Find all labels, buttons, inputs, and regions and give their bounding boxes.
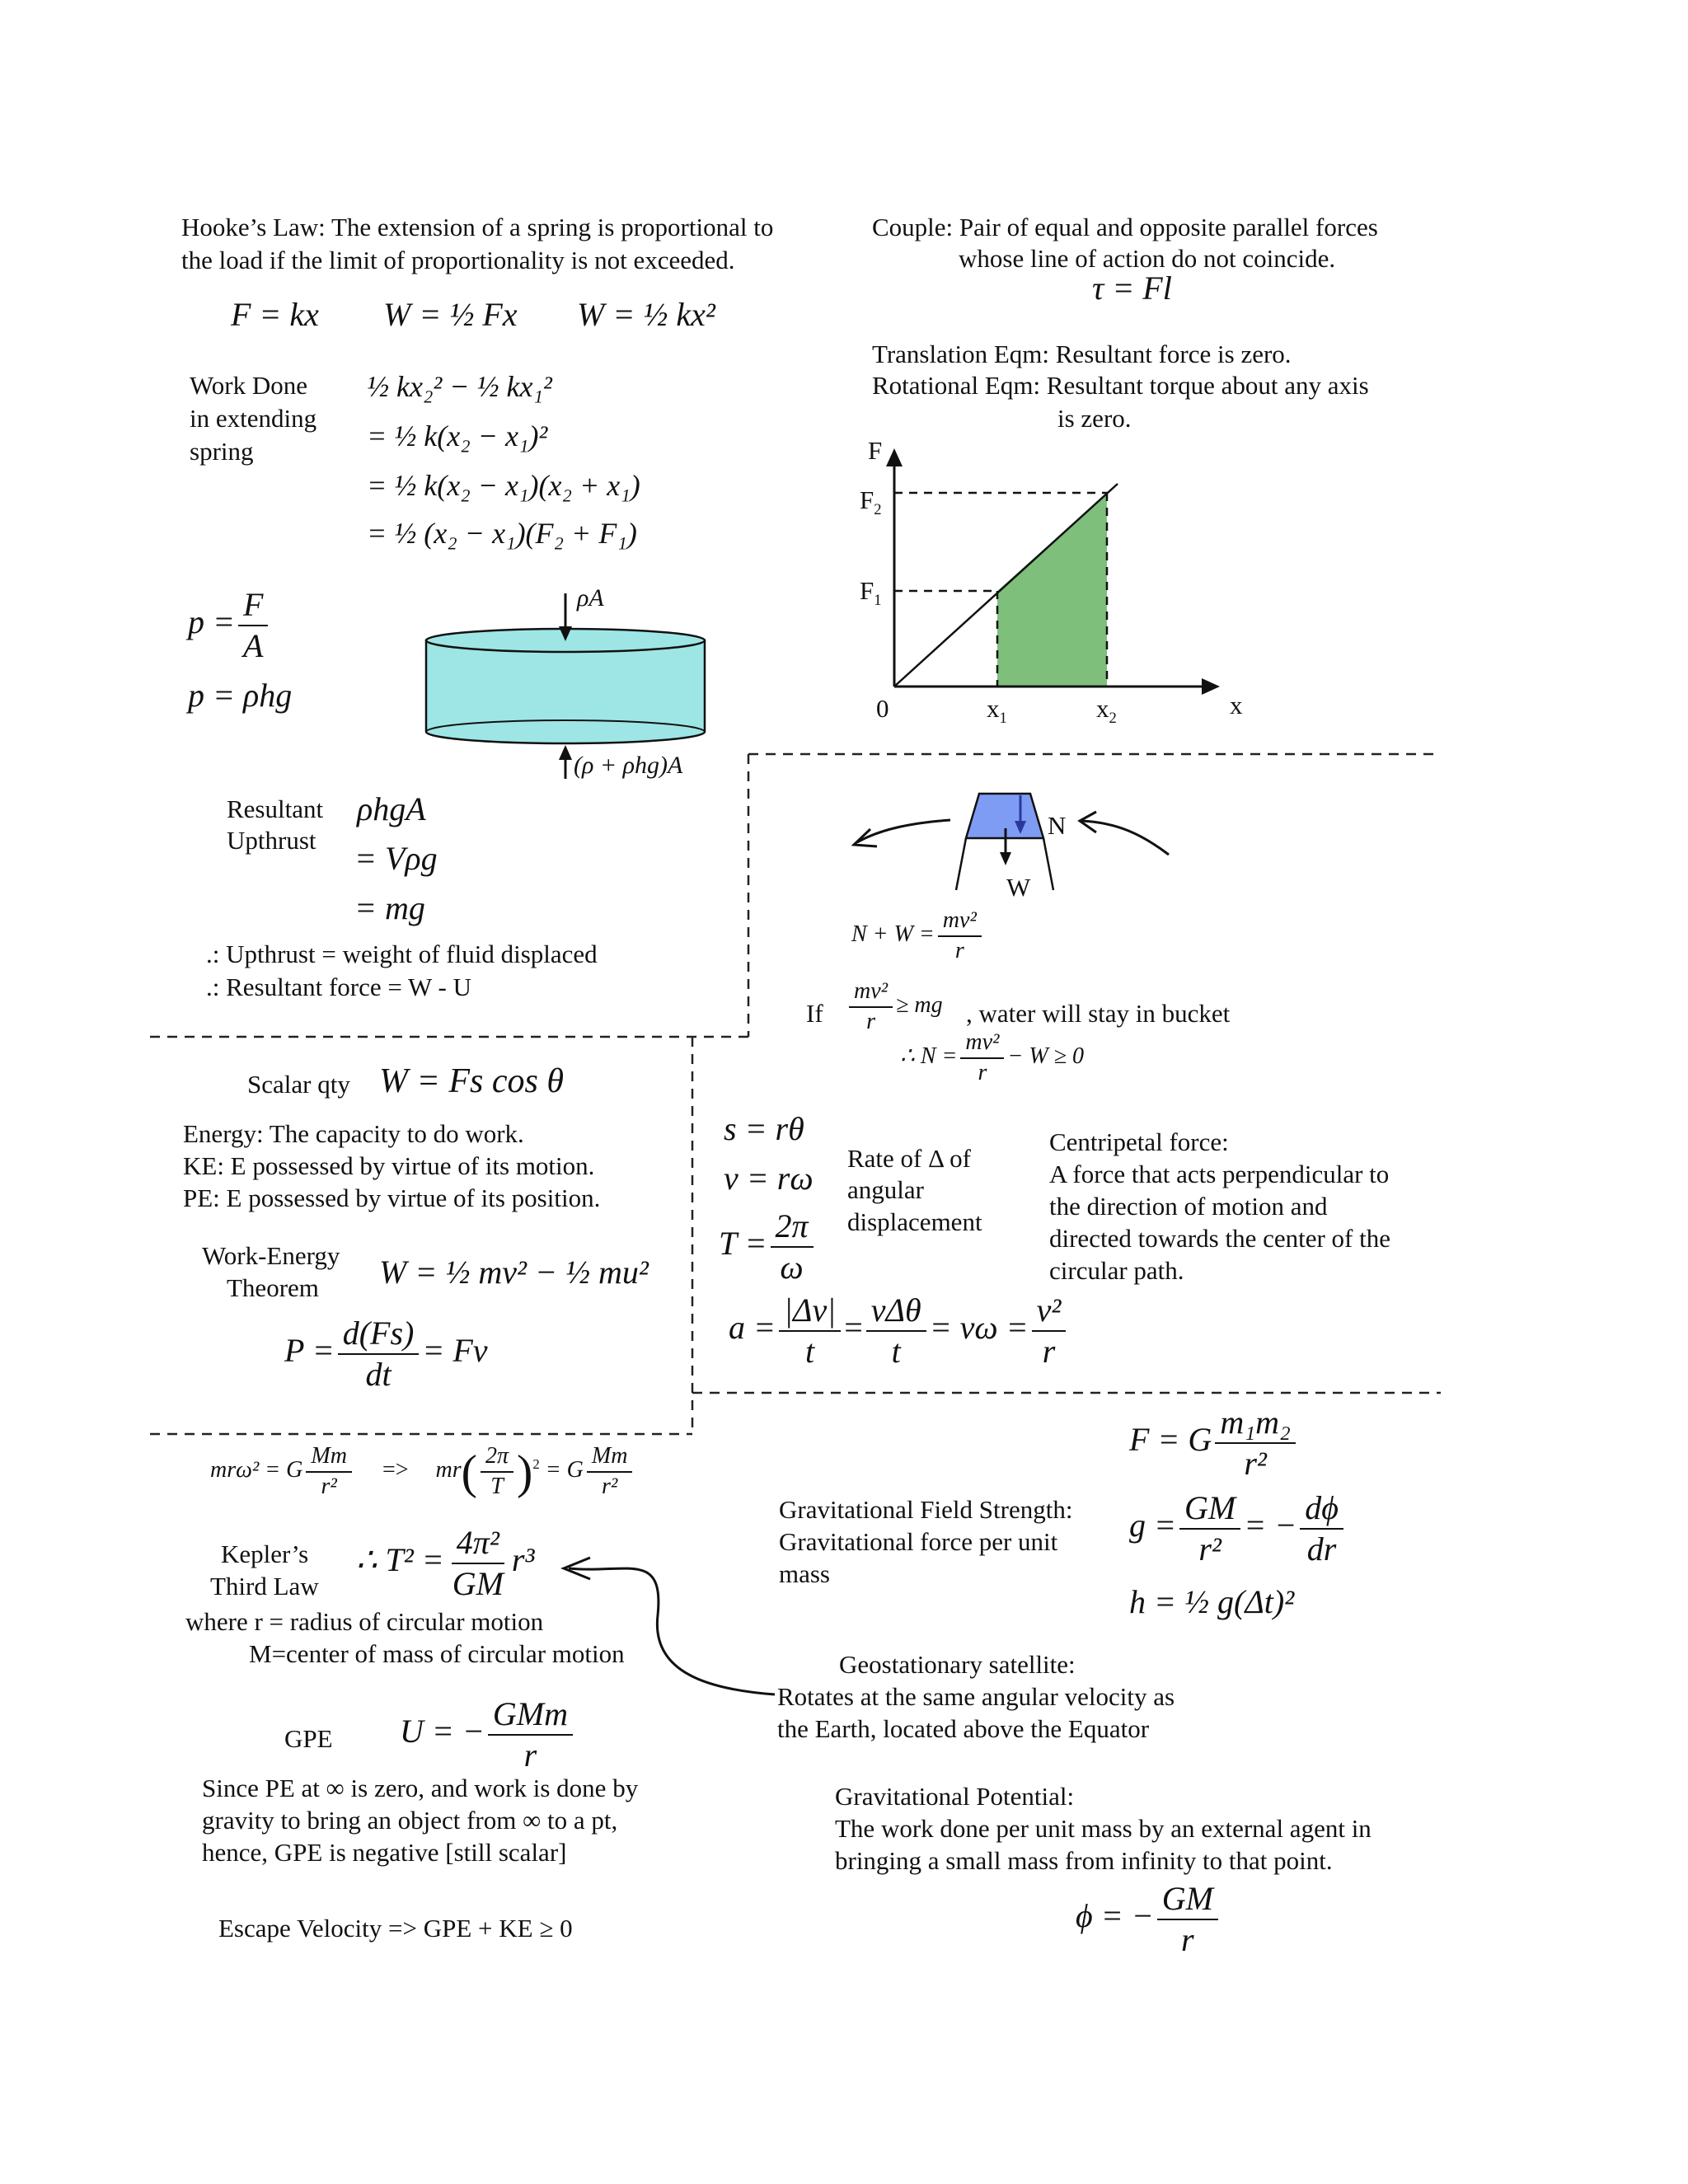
bottom-force-label: (ρ + ρhg)A [574, 752, 683, 779]
top-force-label: ρA [577, 584, 604, 612]
upthrust-conclusion-2: .: Resultant force = W - U [206, 972, 471, 1001]
bucket-if: If [806, 999, 823, 1028]
work-spring-eq-3: = ½ k(x₂ − x₁)(x₂ + x₁) [367, 469, 640, 502]
kepler-label-2: Third Law [210, 1572, 319, 1601]
couple-line1: Couple: Pair of equal and opposite parallel forces [872, 213, 1378, 241]
torque-eq: τ = Fl [1092, 269, 1172, 307]
height-eq: h = ½ g(Δt)² [1129, 1583, 1295, 1620]
graph-x-label: x [1230, 691, 1243, 719]
newton-gravity-eq: F = G $\frac{\text{m₁m₂}}{\text{r²}}$ [1129, 1404, 1299, 1482]
kepler-derivation: mrω² = G $\frac{Mm}{\text{r²}}$ => mr( $\frac{2\pi}{T}$ )$^2$ = G $\frac{Mm}{\text{r²}}$ [210, 1444, 635, 1500]
centripetal-def-3: directed towards the center of the [1049, 1224, 1391, 1253]
translation-eqm: Translation Eqm: Resultant force is zero. [872, 340, 1292, 368]
ke-def: KE: E possessed by virtue of its motion. [183, 1151, 595, 1180]
upthrust-eq-3: = mg [354, 889, 425, 926]
work-spring-eq-2: = ½ k(x₂ − x₁)² [367, 419, 548, 452]
potential-eq: ϕ = − $\frac{GM}{r}$ [1076, 1881, 1221, 1958]
gfs-title: Gravitational Field Strength: [779, 1495, 1073, 1524]
graph-x1-label: $x_1$ [987, 694, 1007, 728]
scalar-qty-label: Scalar qty [247, 1070, 350, 1099]
escape-velocity: Escape Velocity => GPE + KE ≥ 0 [218, 1914, 573, 1943]
kepler-where-1: where r = radius of circular motion [185, 1607, 544, 1636]
hooke-eq-force: F = kx [231, 296, 319, 333]
centripetal-def-1: A force that acts perpendicular to [1049, 1160, 1390, 1188]
bucket-condition-text: , water will stay in bucket [966, 999, 1231, 1028]
upthrust-label-2: Upthrust [227, 826, 316, 855]
work-energy-label-2: Theorem [227, 1273, 319, 1302]
centripetal-title: Centripetal force: [1049, 1127, 1229, 1156]
hooke-law-line2: the load if the limit of proportionality is not exceeded. [181, 246, 735, 274]
bucket-eq-3: ∴ N = $\frac{\text{mv²}}{r}$ − W ≥ 0 [900, 1029, 1085, 1085]
work-spring-label-1: Work Done [190, 371, 307, 400]
rate-label-2: angular [847, 1175, 924, 1204]
gpe-label: GPE [284, 1724, 333, 1753]
velocity-eq: v = rω [724, 1160, 814, 1197]
potential-title: Gravitational Potential: [835, 1782, 1075, 1811]
centripetal-def-4: circular path. [1049, 1256, 1184, 1285]
upthrust-label-1: Resultant [227, 794, 324, 823]
geo-link-arrow [569, 1568, 775, 1694]
bucket-W-label: W [1006, 873, 1031, 902]
energy-def: Energy: The capacity to do work. [183, 1119, 524, 1148]
work-eq: W = Fs cos θ [379, 1062, 564, 1100]
work-spring-eq-4: = ½ (x₂ − x₁)(F₂ + F₁) [367, 517, 637, 550]
geo-def-1: Rotates at the same angular velocity as [777, 1682, 1175, 1711]
geo-title: Geostationary satellite: [839, 1650, 1076, 1679]
upthrust-conclusion-1: .: Upthrust = weight of fluid displaced [206, 940, 598, 968]
rotational-eqm-line1: Rotational Eqm: Resultant torque about any axis [872, 371, 1369, 400]
geo-def-2: the Earth, located above the Equator [777, 1714, 1150, 1743]
upthrust-eq-2: = Vρg [354, 840, 438, 877]
graph-y-label: F [868, 436, 883, 465]
acceleration-eq: a = $\frac{|\Delta v|}{t}$ = $\frac{\text{vΔθ}}{t}$ = vω = $\frac{\text{v²}}{r}$ [729, 1292, 1069, 1370]
arc-length-eq: s = rθ [724, 1110, 804, 1147]
centripetal-def-2: the direction of motion and [1049, 1192, 1328, 1221]
graph-x2-label: $x_2$ [1096, 694, 1117, 728]
hooke-eq-work-fx: W = ½ Fx [383, 296, 518, 333]
hooke-eq-work-kx: W = ½ kx² [577, 296, 715, 333]
rate-label-3: displacement [847, 1207, 982, 1236]
kepler-label-1: Kepler’s [221, 1540, 309, 1568]
bucket-N-label: N [1048, 811, 1067, 840]
kepler-where-2: M=center of mass of circular motion [249, 1639, 625, 1668]
upthrust-eq-1: ρhgA [357, 790, 426, 827]
gfs-def-1: Gravitational force per unit [779, 1527, 1058, 1556]
bucket-eq-1: N + W = $\frac{\text{mv²}}{r}$ [851, 908, 985, 964]
gpe-eq: U = − $\frac{\text{GMm}}{r}$ [400, 1696, 576, 1774]
power-eq: P = $\frac{d(Fs)}{dt}$ = Fv [284, 1315, 488, 1393]
period-eq: T = $\frac{2\pi}{\omega}$ [719, 1208, 817, 1286]
potential-def-1: The work done per unit mass by an external agent in [835, 1814, 1372, 1843]
work-spring-eq-1: ½ kx₂² − ½ kx₁² [367, 370, 552, 403]
graph-F1-label: $F_1$ [860, 576, 882, 610]
hooke-law-line1: Hooke’s Law: The extension of a spring is proportional to [181, 213, 774, 241]
work-energy-label-1: Work-Energy [202, 1241, 340, 1270]
gpe-note-3: hence, GPE is negative [still scalar] [202, 1838, 567, 1867]
work-spring-label-2: in extending [190, 404, 317, 433]
graph-origin-label: 0 [876, 694, 889, 723]
work-spring-label-3: spring [190, 437, 254, 466]
kepler-third-law-eq: ∴ T² = $\frac{\text{4π²}}{GM}$ r³ [356, 1524, 535, 1602]
rate-label-1: Rate of Δ of [847, 1144, 971, 1173]
gpe-note-2: gravity to bring an object from ∞ to a pt, [202, 1806, 618, 1835]
rotational-eqm-line2: is zero. [1057, 404, 1132, 433]
graph-F2-label: $F_2$ [860, 485, 882, 519]
field-strength-eq: g = $\frac{GM}{\text{r²}}$ = − $\frac{d\phi}{dr}$ [1129, 1490, 1347, 1568]
pressure-eq-2: p = ρhg [188, 677, 293, 714]
pressure-eq-1: p = $\frac{F}{A}$ [188, 587, 271, 664]
work-energy-eq: W = ½ mv² − ½ mu² [379, 1254, 649, 1291]
bucket-condition: $\frac{\text{mv²}}{r}$ ≥ mg [846, 979, 943, 1035]
pe-def: PE: E possessed by virtue of its position. [183, 1183, 601, 1212]
potential-def-2: bringing a small mass from infinity to that point. [835, 1846, 1333, 1875]
gfs-def-2: mass [779, 1559, 830, 1588]
gpe-note-1: Since PE at ∞ is zero, and work is done by [202, 1774, 639, 1802]
couple-line2: whose line of action do not coincide. [959, 244, 1336, 273]
